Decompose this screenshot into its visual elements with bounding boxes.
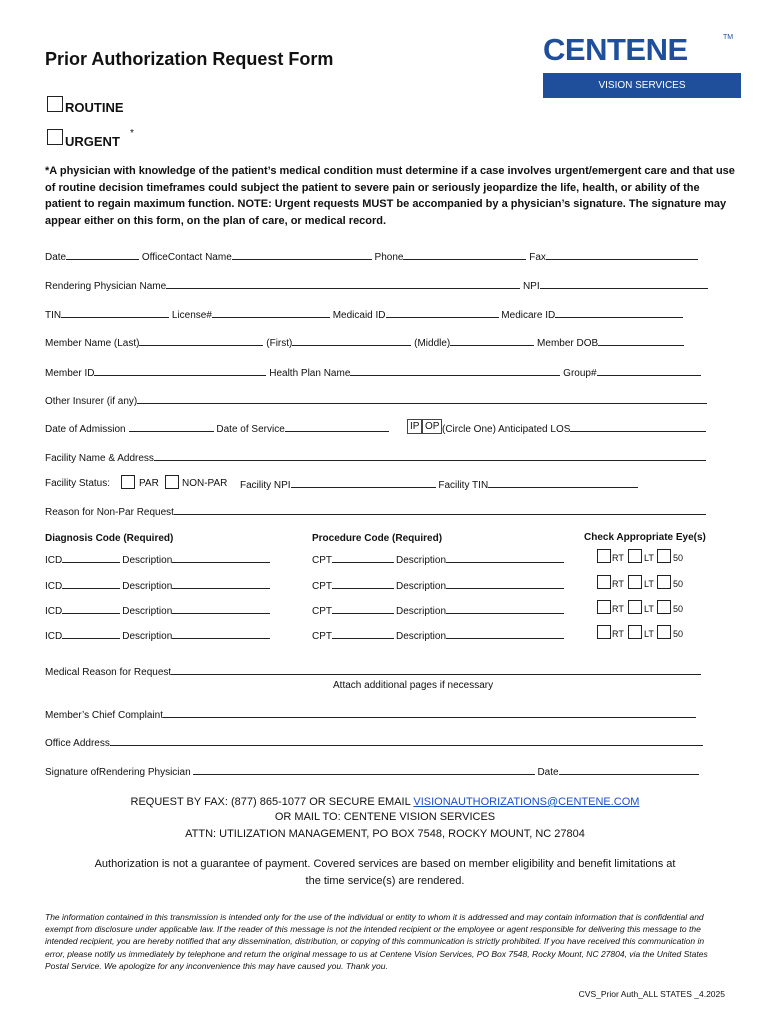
date-label: Date xyxy=(45,252,67,263)
cpt-input[interactable] xyxy=(332,629,394,639)
chief-complaint-input[interactable] xyxy=(163,708,696,718)
rt-label: RT xyxy=(612,629,624,639)
code-row xyxy=(45,604,270,617)
icd-input[interactable] xyxy=(62,553,120,563)
icd-label: ICD xyxy=(45,631,63,642)
other-insurer-row xyxy=(45,394,707,407)
icd-description-label: Description xyxy=(122,555,173,566)
fax-input[interactable] xyxy=(546,250,698,260)
facility-tin-input[interactable] xyxy=(488,478,638,488)
cpt-input[interactable] xyxy=(332,579,394,589)
cpt-description-label: Description xyxy=(396,631,447,642)
signature-date-label: Date xyxy=(537,767,559,778)
signature-row xyxy=(45,765,699,778)
first-label: (First) xyxy=(266,338,293,349)
procedure-header: Procedure Code (Required) xyxy=(312,533,443,544)
reason-non-par-input[interactable] xyxy=(174,505,706,515)
group-input[interactable] xyxy=(597,366,701,376)
facility-name-input[interactable] xyxy=(154,451,706,461)
ou-label: 50 xyxy=(673,604,684,614)
chief-complaint-label: Member’s Chief Complaint xyxy=(45,710,164,721)
icd-label: ICD xyxy=(45,606,63,617)
member-dob-input[interactable] xyxy=(598,336,684,346)
routine-checkbox[interactable] xyxy=(47,96,63,112)
icd-input[interactable] xyxy=(62,579,120,589)
office-address-input[interactable] xyxy=(110,736,703,746)
member-id-label: Member ID xyxy=(45,368,95,379)
date-row xyxy=(45,250,698,263)
cpt-label: CPT xyxy=(312,631,332,642)
cpt-row xyxy=(312,629,564,642)
submit-mail-line: OR MAIL TO: CENTENE VISION SERVICES xyxy=(274,811,496,823)
logo-wordmark: CENTENE xyxy=(543,32,688,67)
ou-checkbox[interactable] xyxy=(657,549,671,563)
cpt-label: CPT xyxy=(312,606,332,617)
medicaid-id-input[interactable] xyxy=(386,308,499,318)
member-last-input[interactable] xyxy=(139,336,263,346)
facility-tin-label: Facility TIN xyxy=(438,480,489,491)
code-row xyxy=(45,629,270,642)
tin-row xyxy=(45,308,683,321)
health-plan-input[interactable] xyxy=(350,366,560,376)
medicare-id-label: Medicare ID xyxy=(501,310,556,321)
urgent-asterisk: * xyxy=(130,128,134,139)
facility-name-row xyxy=(45,451,706,464)
icd-description-label: Description xyxy=(122,631,173,642)
ip-option[interactable]: IP xyxy=(407,419,422,434)
rendering-physician-label: Rendering Physician Name xyxy=(45,281,167,292)
rt-checkbox[interactable] xyxy=(597,625,611,639)
cpt-label: CPT xyxy=(312,555,332,566)
cpt-description-label: Description xyxy=(396,606,447,617)
urgent-note: *A physician with knowledge of the patient’s medical condition must determine if a case involves urgent/emergent care and that use of routine decision timeframes could subject the patient to severe pain or seriously jeopardize the life, health, or ability of the patient to regain maximum function. NOTE: Urgent requests MUST be accompanied by a physician’s signature. The signature may appear either on this form, on the plan of care, or medical record. xyxy=(45,165,735,227)
facility-npi-input[interactable] xyxy=(291,478,436,488)
reason-non-par-row xyxy=(45,505,706,518)
first-input[interactable] xyxy=(292,336,411,346)
cpt-row xyxy=(312,579,564,592)
tin-input[interactable] xyxy=(61,308,169,318)
lt-checkbox[interactable] xyxy=(628,625,642,639)
urgent-checkbox[interactable] xyxy=(47,129,63,145)
license-label: License# xyxy=(171,310,212,321)
ou-checkbox[interactable] xyxy=(657,600,671,614)
date-of-admission-label: Date of Admission xyxy=(45,424,126,435)
medical-reason-input[interactable] xyxy=(171,665,701,675)
signature-label: Signature ofRendering Physician xyxy=(45,767,191,778)
par-label: PAR xyxy=(139,478,159,489)
ou-label: 50 xyxy=(673,629,684,639)
icd-description-label: Description xyxy=(122,581,173,592)
medical-reason-label: Medical Reason for Request xyxy=(45,667,172,678)
lt-label: LT xyxy=(644,604,654,614)
cpt-label: CPT xyxy=(312,581,332,592)
facility-npi-row xyxy=(240,478,638,491)
non-par-label: NON-PAR xyxy=(182,478,228,489)
circle-one-row xyxy=(442,422,706,435)
facility-name-label: Facility Name & Address xyxy=(45,453,154,464)
fax-text: REQUEST BY FAX: (877) 865-1077 OR SECURE EMAIL xyxy=(130,796,414,808)
guarantee-line-1: Authorization is not a guarantee of payment. Covered services are based on member eligibility and benefit limitations at xyxy=(94,858,676,870)
rendering-physician-input[interactable] xyxy=(166,279,520,289)
group-label: Group# xyxy=(563,368,597,379)
lt-checkbox[interactable] xyxy=(628,600,642,614)
office-contact-label: OfficeContact Name xyxy=(141,252,232,263)
logo-trademark: TM xyxy=(723,34,734,41)
cpt-description-input[interactable] xyxy=(446,604,564,614)
medicare-id-input[interactable] xyxy=(555,308,683,318)
cpt-description-input[interactable] xyxy=(446,629,564,639)
ou-label: 50 xyxy=(673,579,684,589)
icd-input[interactable] xyxy=(62,604,120,614)
signature-date-input[interactable] xyxy=(559,765,699,775)
tin-label: TIN xyxy=(45,310,62,321)
submit-fax-line xyxy=(0,796,770,808)
code-row xyxy=(45,579,270,592)
reason-non-par-label: Reason for Non-Par Request xyxy=(45,507,174,518)
cpt-row xyxy=(312,553,564,566)
fax-label: Fax xyxy=(529,252,546,263)
guarantee-line-2: the time service(s) are rendered. xyxy=(305,875,465,887)
lt-label: LT xyxy=(644,579,654,589)
npi-input[interactable] xyxy=(540,279,708,289)
physician-row xyxy=(45,279,708,292)
ou-checkbox[interactable] xyxy=(657,625,671,639)
icd-description-label: Description xyxy=(122,606,173,617)
form-title: Prior Authorization Request Form xyxy=(45,49,334,69)
centene-logo xyxy=(543,34,741,98)
form-version-footer: CVS_Prior Auth_ALL STATES _4.2025 xyxy=(578,989,725,999)
diagnosis-header: Diagnosis Code (Required) xyxy=(45,533,174,544)
cpt-description-label: Description xyxy=(396,581,447,592)
cpt-input[interactable] xyxy=(332,604,394,614)
cpt-description-input[interactable] xyxy=(446,553,564,563)
cpt-description-input[interactable] xyxy=(446,579,564,589)
confidentiality-disclaimer: The information contained in this transmission is intended only for the use of the individual or entity to whom it is addressed and may contain information that is confidential and exempt from disclosure under applicable law. If the reader of this message is not the intended recipient or the employee or agent responsible for delivering this message to the intended recipient, you are hereby notified that any dissemination, distribution, or copying of this communication is strictly prohibited. If you have received this communication in error, please notify us immediately by telephone and return the original message to us at Centene Vision Services, PO Box 7548, Rocky Mount, NC 27804, via the United States Postal Service. We apologize for any inconvenience this may have caused you. Thank you. xyxy=(45,912,708,971)
non-par-checkbox[interactable] xyxy=(165,475,179,489)
submit-attn-line: ATTN: UTILIZATION MANAGEMENT, PO BOX 7548, ROCKY MOUNT, NC 27804 xyxy=(185,828,585,840)
phone-label: Phone xyxy=(374,252,404,263)
office-address-label: Office Address xyxy=(45,738,110,749)
logo-subtitle: VISION SERVICES xyxy=(543,73,741,98)
npi-label: NPI xyxy=(522,281,540,292)
rt-checkbox[interactable] xyxy=(597,600,611,614)
medical-reason-row xyxy=(45,665,701,678)
urgent-label: URGENT xyxy=(65,134,120,149)
chief-complaint-row xyxy=(45,708,696,721)
icd-label: ICD xyxy=(45,581,63,592)
member-id-input[interactable] xyxy=(94,366,266,376)
date-of-service-input[interactable] xyxy=(285,422,389,432)
icd-input[interactable] xyxy=(62,629,120,639)
rt-label: RT xyxy=(612,553,624,563)
phone-input[interactable] xyxy=(403,250,526,260)
other-insurer-label: Other Insurer (if any) xyxy=(45,396,138,407)
signature-input[interactable] xyxy=(193,765,535,775)
lt-label: LT xyxy=(644,629,654,639)
icd-description-input[interactable] xyxy=(172,579,270,589)
office-contact-input[interactable] xyxy=(232,250,372,260)
rt-label: RT xyxy=(612,579,624,589)
rt-label: RT xyxy=(612,604,624,614)
eye-header: Check Appropriate Eye(s) xyxy=(584,532,706,543)
icd-label: ICD xyxy=(45,555,63,566)
license-input[interactable] xyxy=(212,308,330,318)
ou-checkbox[interactable] xyxy=(657,575,671,589)
attach-note: Attach additional pages if necessary xyxy=(333,680,494,691)
admission-row xyxy=(45,422,389,435)
lt-checkbox[interactable] xyxy=(628,549,642,563)
cpt-description-label: Description xyxy=(396,555,447,566)
los-input[interactable] xyxy=(570,422,706,432)
member-id-row xyxy=(45,366,701,379)
rt-checkbox[interactable] xyxy=(597,575,611,589)
middle-input[interactable] xyxy=(450,336,534,346)
code-row xyxy=(45,553,270,566)
email-link[interactable]: VISIONAUTHORIZATIONS@CENTENE.COM xyxy=(413,796,640,808)
date-of-service-label: Date of Service xyxy=(216,424,285,435)
op-option[interactable]: OP xyxy=(422,419,442,434)
lt-label: LT xyxy=(644,553,654,563)
middle-label: (Middle) xyxy=(414,338,451,349)
member-name-row xyxy=(45,336,684,349)
health-plan-label: Health Plan Name xyxy=(269,368,351,379)
date-input[interactable] xyxy=(66,250,139,260)
par-checkbox[interactable] xyxy=(121,475,135,489)
medicaid-id-label: Medicaid ID xyxy=(332,310,386,321)
icd-description-input[interactable] xyxy=(172,629,270,639)
date-of-admission-input[interactable] xyxy=(129,422,214,432)
facility-status-label: Facility Status: xyxy=(45,478,111,489)
member-dob-label: Member DOB xyxy=(537,338,599,349)
ou-label: 50 xyxy=(673,553,684,563)
routine-label: ROUTINE xyxy=(65,100,124,115)
office-address-row xyxy=(45,736,703,749)
rt-checkbox[interactable] xyxy=(597,549,611,563)
icd-description-input[interactable] xyxy=(172,604,270,614)
facility-npi-label: Facility NPI xyxy=(240,480,291,491)
cpt-row xyxy=(312,604,564,617)
circle-one-label: (Circle One) Anticipated LOS xyxy=(442,424,571,435)
other-insurer-input[interactable] xyxy=(137,394,707,404)
cpt-input[interactable] xyxy=(332,553,394,563)
member-last-label: Member Name (Last) xyxy=(45,338,140,349)
icd-description-input[interactable] xyxy=(172,553,270,563)
lt-checkbox[interactable] xyxy=(628,575,642,589)
